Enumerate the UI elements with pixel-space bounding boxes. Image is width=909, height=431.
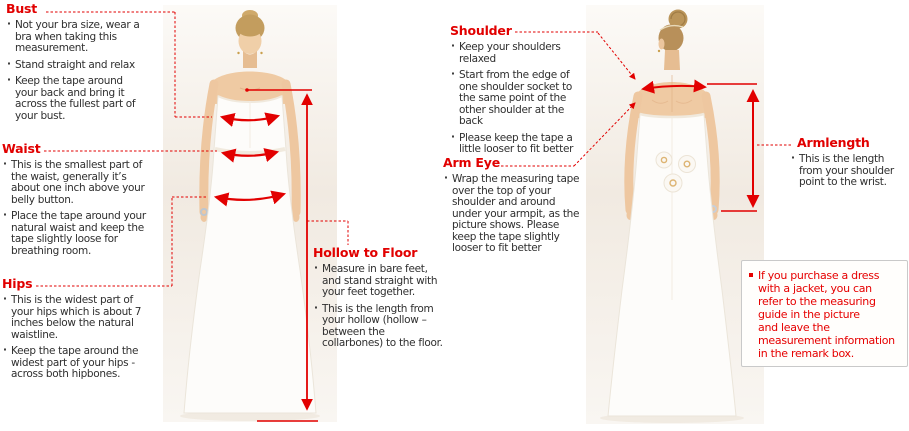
note-line: and leave the — [758, 321, 830, 334]
section-armlength-title: Armlength — [797, 135, 870, 150]
shoulder-bullet-1: · Keep your shoulders relaxed — [450, 42, 590, 65]
note-line: refer to the measuring — [758, 295, 876, 308]
section-armlength — [790, 136, 904, 194]
section-shoulder-title: Shoulder — [450, 23, 512, 38]
back-model-photo — [586, 5, 764, 424]
armlength-bullet-1: · This is the length from your shoulder point to the wrist. — [790, 154, 904, 189]
shoulder-bullet-2: · Start from the edge of one shoulder socket to the same point of the other shoulder at the back — [450, 70, 590, 128]
bust-bullet-2: · Stand straight and relax — [6, 60, 144, 72]
note-line: in the remark box. — [758, 347, 854, 360]
section-bust — [6, 2, 144, 127]
waist-bullet-1: · This is the smallest part of the waist, generally it’s about one inch above your belly button. — [2, 160, 154, 206]
front-model-photo — [163, 5, 337, 422]
section-bust-title: Bust — [6, 1, 38, 16]
note-line: guide in the picture — [758, 308, 860, 321]
hollow-bullet-1: · Measure in bare feet, and stand straight with your feet together. — [313, 264, 445, 299]
section-hollow-to-floor — [313, 246, 445, 355]
note-line: with a jacket, you can — [758, 282, 872, 295]
section-arm-eye-title: Arm Eye — [443, 155, 500, 170]
hips-bullet-2: · Keep the tape around the widest part of your hips - across both hipbones. — [2, 346, 156, 381]
section-shoulder — [450, 24, 590, 161]
shoulder-bullet-3: · Please keep the tape a little looser to fit better — [450, 133, 590, 156]
section-arm-eye — [443, 156, 585, 260]
note-line: measurement information — [758, 334, 895, 347]
section-hips — [2, 277, 156, 386]
note-line: If you purchase a dress — [748, 269, 903, 282]
hollow-bullet-2: · This is the length from your hollow (hollow – between the collarbones) to the floor. — [313, 304, 445, 350]
jacket-remark-note — [741, 260, 908, 367]
bust-bullet-3: · Keep the tape around your back and bring it across the fullest part of your bust. — [6, 76, 144, 122]
section-waist-title: Waist — [2, 141, 41, 156]
arm-eye-bullet-1: · Wrap the measuring tape over the top of your shoulder and around under your armpit, as the picture shows. Please keep the tape slightly looser to fit better — [443, 174, 585, 255]
section-hips-title: Hips — [2, 276, 33, 291]
waist-bullet-2: · Place the tape around your natural waist and keep the tape slightly loose for breathing room. — [2, 211, 154, 257]
bust-bullet-1: · Not your bra size, wear a bra when taking this measurement. — [6, 20, 144, 55]
section-waist — [2, 142, 154, 262]
hips-bullet-1: · This is the widest part of your hips which is about 7 inches below the natural waistline. — [2, 295, 156, 341]
section-hollow-to-floor-title: Hollow to Floor — [313, 245, 418, 260]
